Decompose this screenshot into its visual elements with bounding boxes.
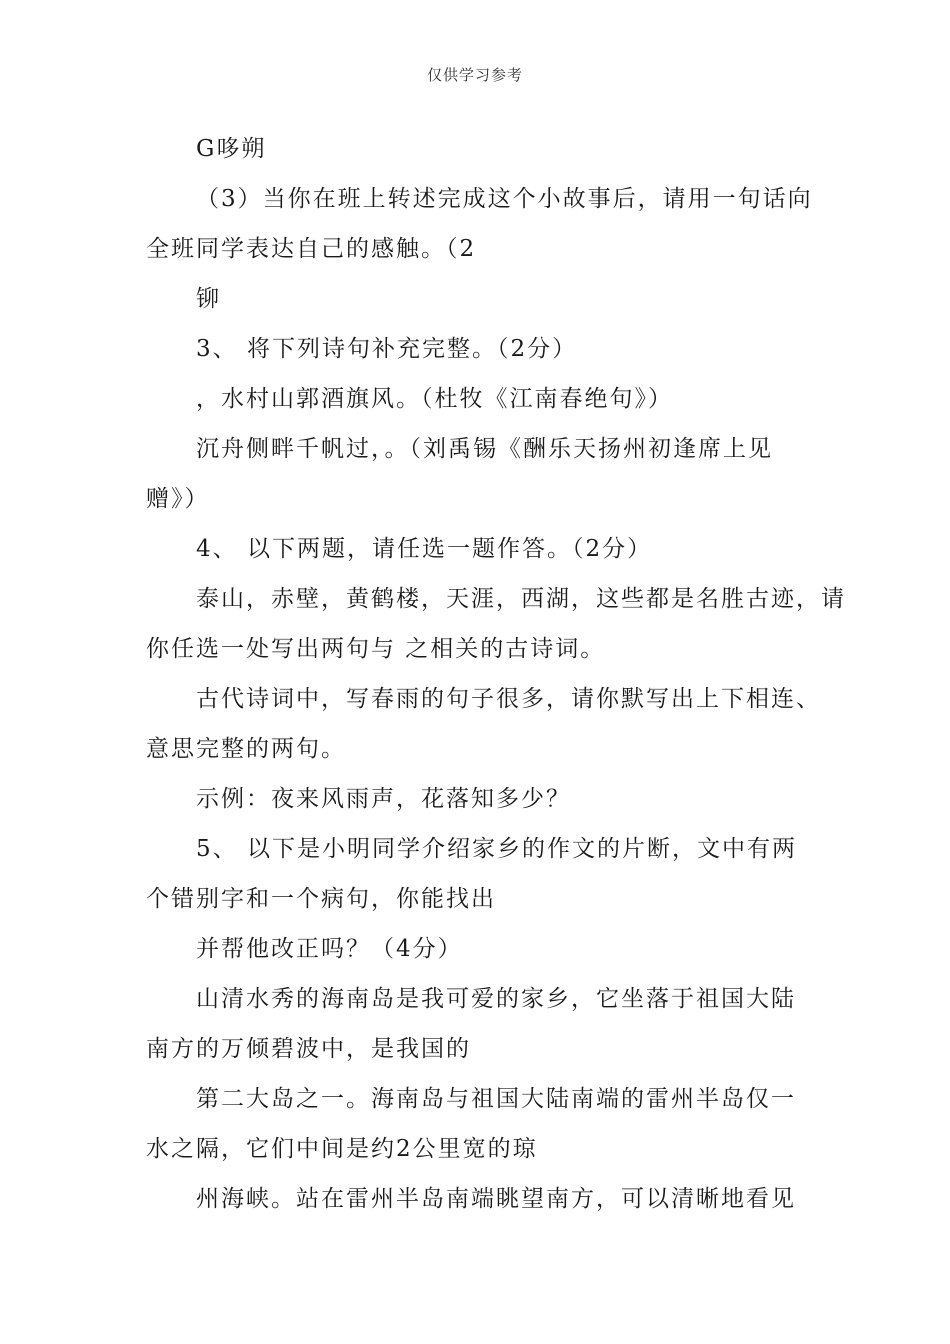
text-line: 个错别字和一个病句，你能找出 bbox=[146, 886, 496, 912]
text-line: 水之隔，它们中间是约2公里宽的琼 bbox=[146, 1136, 538, 1162]
text-line: 赠》） bbox=[146, 486, 210, 512]
text-line: 全班同学表达自己的感触。（2 bbox=[146, 236, 477, 262]
question-3-title: 3、 将下列诗句补充完整。（2分） bbox=[196, 336, 578, 362]
text-line: 州海峡。站在雷州半岛南端眺望南方，可以清晰地看见 bbox=[196, 1186, 796, 1212]
text-line: 南方的万倾碧波中，是我国的 bbox=[146, 1036, 471, 1062]
text-line: 泰山，赤壁，黄鹤楼，天涯，西湖，这些都是名胜古迹，请 bbox=[196, 586, 846, 612]
text-line: 意思完整的两句。 bbox=[146, 736, 346, 762]
text-line: 山清水秀的海南岛是我可爱的家乡，它坐落于祖国大陆 bbox=[196, 986, 796, 1012]
question-4-title: 4、 以下两题，请任选一题作答。（2分） bbox=[196, 536, 653, 562]
text-line: ，水村山郭酒旗风。（杜牧《江南春绝句》） bbox=[196, 386, 673, 412]
page-header: 仅供学习参考 bbox=[426, 66, 523, 84]
text-line: G哆朔 bbox=[196, 136, 267, 162]
text-line: 沉舟侧畔千帆过，。（刘禹锡《酬乐天扬州初逢席上见 bbox=[196, 436, 773, 462]
text-line: 并帮他改正吗？（4分） bbox=[196, 936, 463, 962]
text-line: 第二大岛之一。海南岛与祖国大陆南端的雷州半岛仅一 bbox=[196, 1086, 796, 1112]
example-line: 示例：夜来风雨声，花落知多少？ bbox=[196, 786, 571, 812]
text-line: 铆 bbox=[196, 286, 221, 312]
text-line: 你任选一处写出两句与 之相关的古诗词。 bbox=[146, 636, 606, 662]
text-line: 古代诗词中，写春雨的句子很多，请你默写出上下相连、 bbox=[196, 686, 821, 712]
text-line: （3）当你在班上转述完成这个小故事后，请用一句话向 bbox=[196, 186, 813, 212]
question-5-title: 5、 以下是小明同学介绍家乡的作文的片断，文中有两 bbox=[196, 836, 797, 862]
